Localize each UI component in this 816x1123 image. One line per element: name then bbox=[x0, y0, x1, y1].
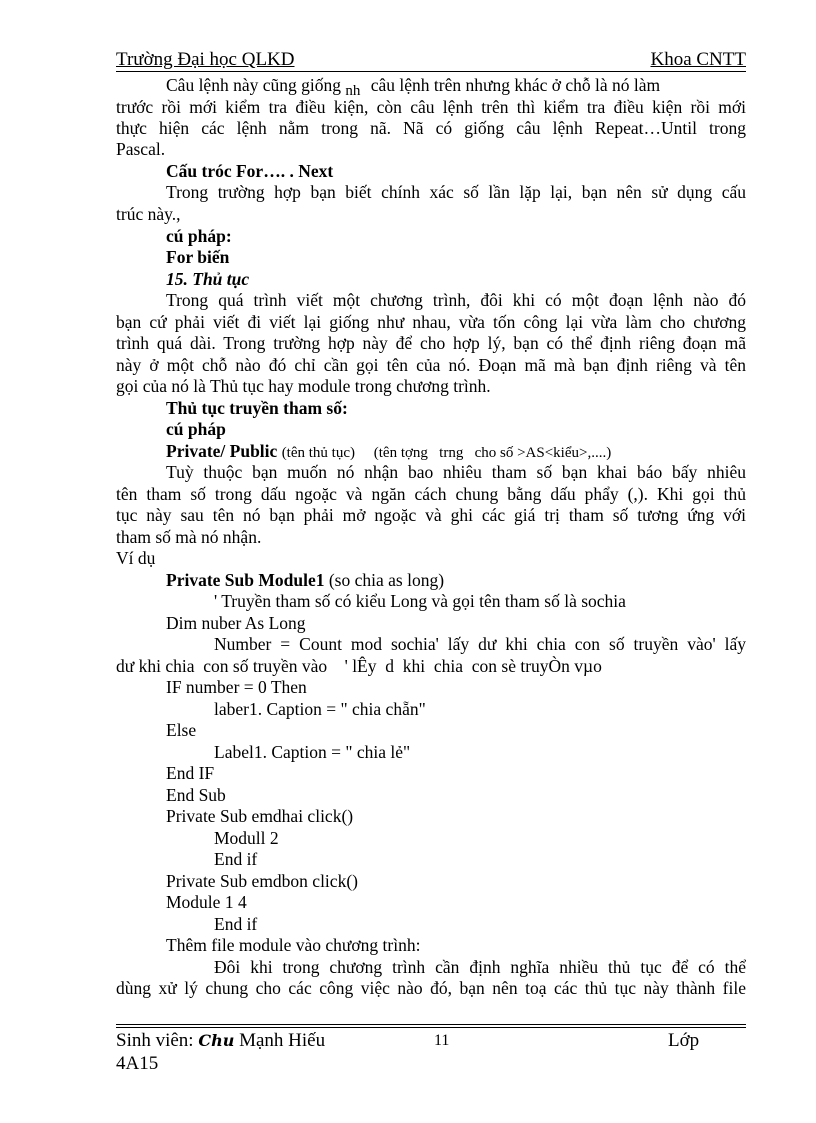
code-line-2: ' Truyền tham số có kiểu Long và gọi tên tham số là sochia bbox=[214, 591, 626, 611]
footer-class-label: Lớp bbox=[668, 1030, 700, 1051]
header-rule bbox=[116, 71, 746, 72]
code-line-16: End if bbox=[214, 914, 258, 934]
code-line-14: Private Sub emdbon click() bbox=[166, 871, 358, 891]
label-for-var: For biến bbox=[166, 247, 230, 267]
footer-rule-top bbox=[116, 1024, 746, 1025]
heading-section-15: 15. Thủ tục bbox=[166, 269, 250, 289]
code-line-6: laber1. Caption = " chia chẵn" bbox=[214, 699, 426, 719]
label-syntax: cú pháp: bbox=[166, 226, 232, 246]
p4-line1: Tuỳ thuộc bạn muốn nó nhận bao nhiêu tham số bạn khai báo bấy nhiêu bbox=[166, 462, 746, 482]
p1-line3: thực hiện các lệnh nằm trong nã. Nã có giống câu lệnh Repeat…Until trong bbox=[116, 118, 746, 138]
code-line-15: Module 1 4 bbox=[166, 892, 247, 912]
code-line-5: IF number = 0 Then bbox=[166, 677, 307, 697]
code-line-3: Dim nuber As Long bbox=[166, 613, 306, 633]
footer-student: Sinh viên: Chu Mạnh Hiếu bbox=[116, 1030, 326, 1051]
code-line-8: Label1. Caption = " chia lẻ" bbox=[214, 742, 411, 762]
p2-line2: trúc này., bbox=[116, 204, 181, 224]
p4-line3: tục này sau tên nó bạn phải mở ngoặc và ghi các giá trị tham số tương ứng với bbox=[116, 505, 746, 525]
code-line-4b: dư khi chia con số truyền vào ' lÊy d khi chia con sè truyÒn vµo bbox=[116, 656, 602, 676]
code-line-9: End IF bbox=[166, 763, 215, 783]
heading-param-procedure: Thủ tục truyền tham số: bbox=[166, 398, 348, 418]
p3-line1: Trong quá trình viết một chương trình, đôi khi có một đoạn lệnh nào đó bbox=[166, 290, 746, 310]
label-syntax-2: cú pháp bbox=[166, 419, 226, 439]
p3-line4: này ở một chỗ nào đó chỉ cần gọi tên của nó. Đoạn mã mà bạn định riêng và tên bbox=[116, 355, 746, 375]
p1-line4: Pascal. bbox=[116, 139, 166, 159]
code-line-1: Private Sub Module1 (so chia as long) bbox=[166, 570, 445, 590]
p4-line4: tham số mà nó nhận. bbox=[116, 527, 262, 547]
p2-line1: Trong trường hợp bạn biết chính xác số lần lặp lại, bạn nên sử dụng cấu bbox=[166, 182, 746, 202]
p3-line5: gọi của nó là Thủ tục hay module trong chương trình. bbox=[116, 376, 491, 396]
code-line-4a: Number = Count mod sochia' lấy dư khi chia con số truyền vào' lấy bbox=[214, 634, 746, 654]
p3-line3: trình quá dài. Trong trường hợp này để cho hợp lý, bạn có thể định riêng đoạn mã bbox=[116, 333, 746, 353]
p5-heading: Thêm file module vào chương trình: bbox=[166, 935, 421, 955]
p1-line1: Câu lệnh này cũng giống nh câu lệnh trên nhưng khác ở chỗ là nó làm bbox=[166, 75, 661, 99]
code-line-10: End Sub bbox=[166, 785, 226, 805]
p1-line2: trước rồi mới kiểm tra điều kiện, còn câu lệnh trên thì kiểm tra điều kiện rồi mới bbox=[116, 97, 746, 117]
p5-line2: dùng xử lý chung cho các công việc nào đó, bạn nên toạ các thủ tục này thành file bbox=[116, 978, 746, 998]
p3-line2: bạn cứ phải viết đi viết lại giống như nhau, vừa tốn công lại vừa làm cho chương bbox=[116, 312, 746, 332]
p5-line1: Đôi khi trong chương trình cần định nghĩa nhiều thủ tục để có thể bbox=[214, 957, 746, 977]
label-example: Ví dụ bbox=[116, 548, 156, 568]
code-line-12: Modull 2 bbox=[214, 828, 279, 848]
heading-for-next: Cấu tróc For…. . Next bbox=[166, 161, 334, 181]
code-line-11: Private Sub emdhai click() bbox=[166, 806, 354, 826]
footer-class-code: 4A15 bbox=[116, 1053, 159, 1074]
code-line-13: End if bbox=[214, 849, 258, 869]
p4-line2: tên tham số trong dấu ngoặc và ngăn cách chung bằng dấu phẩy (,). Khi gọi thủ bbox=[116, 484, 746, 504]
footer-rule-bottom bbox=[116, 1027, 746, 1028]
signature-script: Chu bbox=[198, 1031, 235, 1050]
code-line-7: Else bbox=[166, 720, 197, 740]
syntax-line: Private/ Public (tên thủ tục) (tên tợng trng cho số >AS<kiểu>,....) bbox=[166, 441, 612, 461]
footer-page-number: 11 bbox=[434, 1032, 450, 1049]
header-university: Trường Đại học QLKD bbox=[116, 49, 295, 70]
header-faculty: Khoa CNTT bbox=[650, 49, 746, 70]
